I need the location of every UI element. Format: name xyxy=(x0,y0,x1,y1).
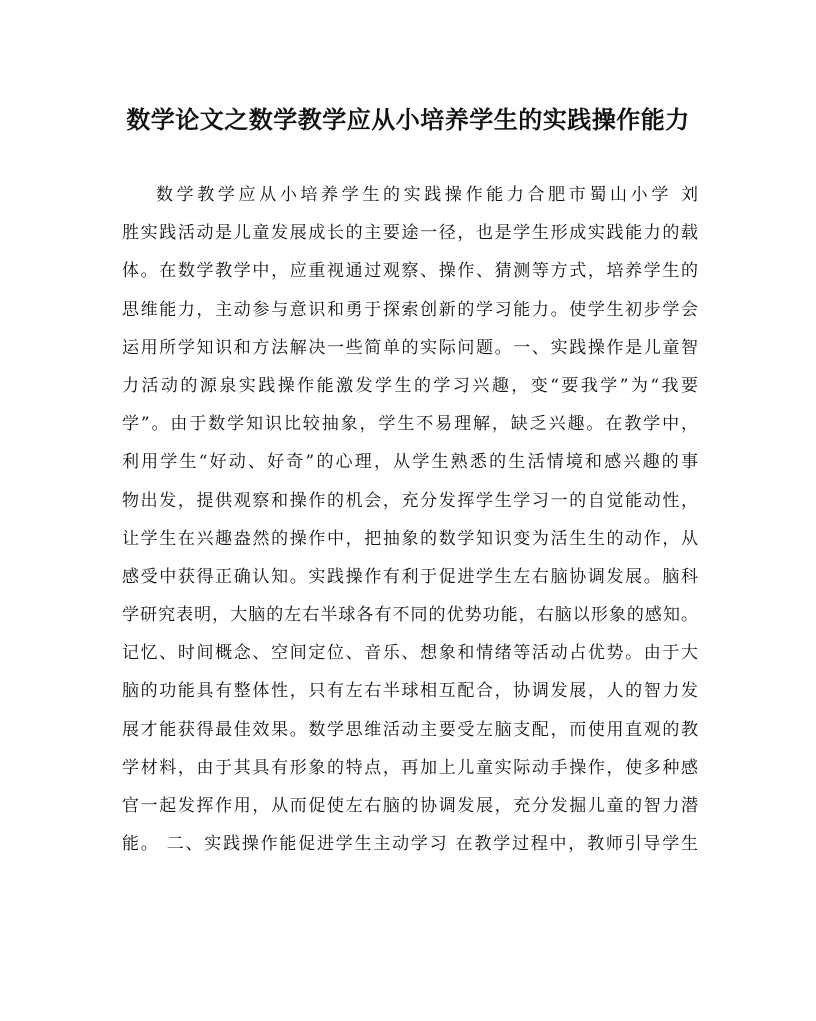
paragraph-line: 学”。由于数学知识比较抽象，学生不易理解，缺乏兴趣。在教学中， xyxy=(122,414,698,435)
paragraph-line: 让学生在兴趣盎然的操作中，把抽象的数学知识变为活生生的动作，从 xyxy=(122,528,698,549)
paragraph-line: 能。 二、实践操作能促进学生主动学习 在教学过程中，教师引导学生 xyxy=(122,834,698,855)
paragraph-line: 官一起发挥作用，从而促使左右脑的协调发展，充分发掘儿童的智力潜 xyxy=(122,796,698,816)
paragraph-line: 展才能获得最佳效果。数学思维活动主要受左脑支配，而使用直观的教 xyxy=(122,719,698,740)
paragraph-line: 利用学生“好动、好奇”的心理，从学生熟悉的生活情境和感兴趣的事 xyxy=(122,452,698,473)
paragraph-line: 思维能力，主动参与意识和勇于探索创新的学习能力。使学生初步学会 xyxy=(122,299,698,320)
document-title: 数学论文之数学教学应从小培养学生的实践操作能力 xyxy=(126,105,690,134)
paragraph-line: 学研究表明，大脑的左右半球各有不同的优势功能，右脑以形象的感知。 xyxy=(122,605,698,626)
paragraph-line: 体。在数学教学中，应重视通过观察、操作、猜测等方式，培养学生的 xyxy=(122,261,698,282)
paragraph-line: 物出发，提供观察和操作的机会，充分发挥学生学习一的自觉能动性， xyxy=(122,490,698,511)
paragraph-line: 学材料，由于其具有形象的特点，再加上儿童实际动手操作，使多种感 xyxy=(122,757,698,778)
paragraph-line: 感受中获得正确认知。实践操作有利于促进学生左右脑协调发展。脑科 xyxy=(122,566,698,587)
paragraph-line: 记忆、时间概念、空间定位、音乐、想象和情绪等活动占优势。由于大 xyxy=(122,643,698,664)
paragraph-line: 运用所学知识和方法解决一些简单的实际问题。一、实践操作是儿童智 xyxy=(122,337,698,358)
paragraph-line: 脑的功能具有整体性，只有左右半球相互配合，协调发展，人的智力发 xyxy=(122,681,698,702)
document-body xyxy=(122,176,698,863)
paragraph-line: 胜实践活动是儿童发展成长的主要途一径，也是学生形成实践能力的载 xyxy=(122,223,698,244)
paragraph-line: 力活动的源泉实践操作能激发学生的学习兴趣，变“要我学”为“我要 xyxy=(122,375,698,396)
paragraph-line: 数学教学应从小培养学生的实践操作能力合肥市蜀山小学 刘 xyxy=(156,185,698,205)
